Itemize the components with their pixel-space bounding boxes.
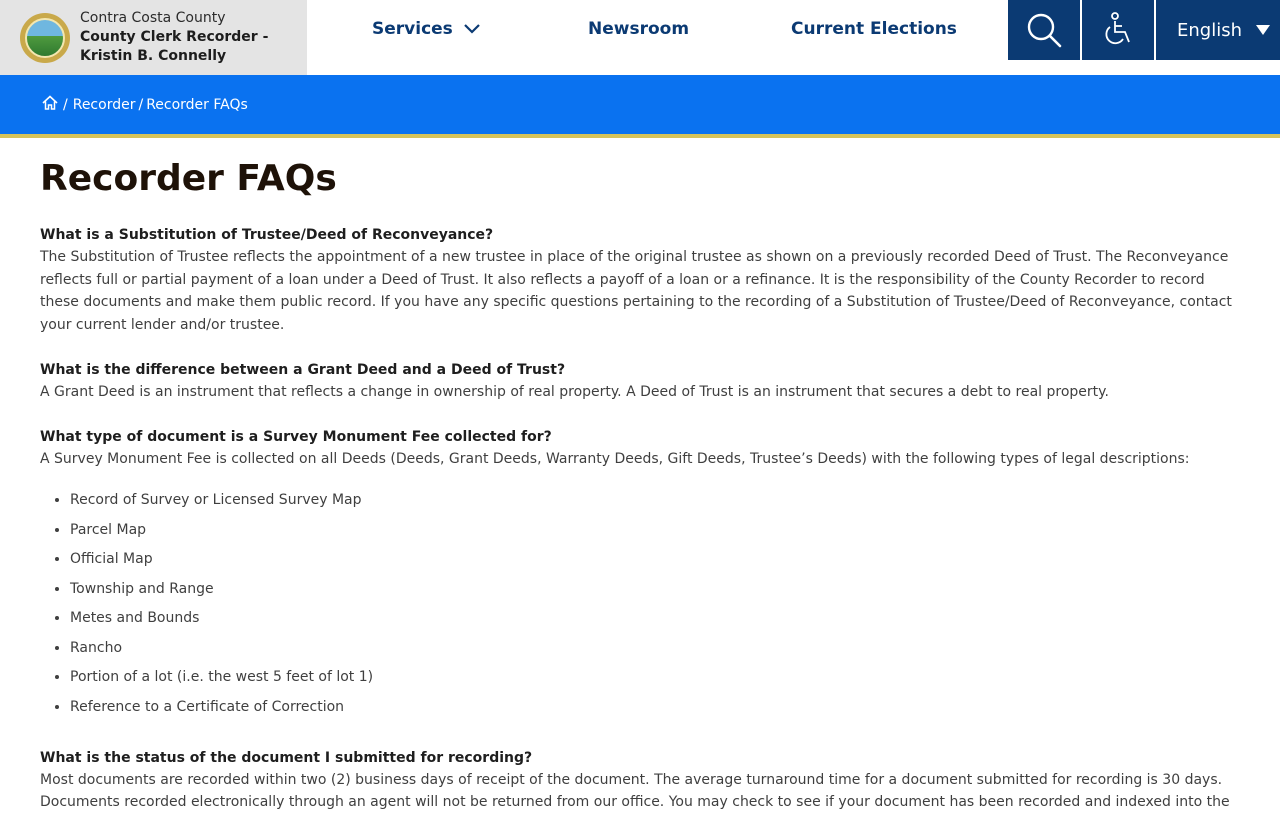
main-content bbox=[40, 138, 1240, 814]
breadcrumb-separator: / bbox=[138, 96, 144, 113]
nav-services-label: Services bbox=[372, 19, 453, 39]
faq-item bbox=[40, 224, 1240, 337]
breadcrumb-separator: / bbox=[63, 96, 68, 113]
survey-monument-list bbox=[40, 490, 1240, 717]
chevron-down-icon bbox=[463, 20, 481, 38]
list-item: • Rancho bbox=[70, 638, 1240, 658]
brand-office-line1: County Clerk Recorder - bbox=[80, 29, 269, 45]
breadcrumb-current[interactable]: Recorder FAQs bbox=[146, 96, 248, 113]
faq-answer: A Grant Deed is an instrument that reflects a change in ownership of real property. A Deed of Trust is an instrument that secures a debt to real property. bbox=[40, 383, 1109, 400]
search-button[interactable] bbox=[1008, 0, 1080, 60]
faq-item bbox=[40, 359, 1240, 404]
accessibility-icon bbox=[1101, 12, 1135, 48]
accessibility-button[interactable] bbox=[1082, 0, 1154, 60]
faq-item bbox=[40, 747, 1240, 814]
home-icon bbox=[42, 95, 58, 110]
utility-buttons bbox=[1006, 0, 1280, 60]
search-icon bbox=[1024, 10, 1064, 50]
breadcrumb bbox=[42, 95, 248, 114]
nav-services[interactable] bbox=[372, 19, 481, 39]
brand-office-line2: Kristin B. Connelly bbox=[80, 48, 227, 64]
page-title: Recorder FAQs bbox=[40, 158, 337, 199]
top-navigation-bar bbox=[0, 0, 1280, 64]
brand-text bbox=[80, 9, 268, 66]
faq-question: What is a Substitution of Trustee/Deed of Reconveyance? bbox=[40, 227, 494, 243]
nav-current-elections[interactable]: Current Elections bbox=[791, 19, 957, 39]
caret-down-icon bbox=[1256, 25, 1270, 35]
list-item: • Township and Range bbox=[70, 579, 1240, 599]
faq-answer: Most documents are recorded within two (2) business days of receipt of the document. The average turnaround time for a document submitted for recording is 30 days. Documents recorded electronically through an agent will not be returned from our office. You may check to see if your document has been recorded and indexed into the bbox=[40, 771, 1230, 811]
breadcrumb-recorder[interactable]: Recorder bbox=[72, 96, 136, 113]
faq-item bbox=[40, 426, 1240, 717]
list-item: • Official Map bbox=[70, 549, 1240, 569]
faq-answer: The Substitution of Trustee reflects the appointment of a new trustee in place of the original trustee as shown on a previously recorded Deed of Trust. The Reconveyance reflects full or partial payment of a loan under a Deed of Trust. It also reflects a payoff of a loan or a refinance. It is the responsibility of the County Recorder to record these documents and make them public record. If you have any specific questions pertaining to the recording of a Substitution of Trustee/Deed of Reconveyance, contact your current lender and/or trustee. bbox=[40, 249, 1232, 334]
list-item: • Portion of a lot (i.e. the west 5 feet of lot 1) bbox=[70, 667, 1240, 687]
faq-question: What is the status of the document I submitted for recording? bbox=[40, 749, 533, 766]
faq-question: What is the difference between a Grant Deed and a Deed of Trust? bbox=[40, 361, 566, 378]
list-item: • Metes and Bounds bbox=[70, 608, 1240, 628]
county-seal-icon bbox=[20, 13, 70, 63]
faq-question: What type of document is a Survey Monument Fee collected for? bbox=[40, 428, 552, 445]
county-seal-image bbox=[25, 18, 65, 58]
site-brand[interactable] bbox=[0, 0, 307, 75]
faq-answer: A Survey Monument Fee is collected on all Deeds (Deeds, Grant Deeds, Warranty Deeds, Gift Deeds, Trustee’s Deeds) with the following types of legal descriptions: bbox=[40, 450, 1190, 467]
breadcrumb-home[interactable] bbox=[42, 95, 58, 114]
breadcrumb-bar bbox=[0, 75, 1280, 138]
list-item: • Record of Survey or Licensed Survey Map bbox=[70, 490, 1240, 510]
language-label: English bbox=[1177, 19, 1242, 41]
list-item: • Reference to a Certificate of Correction bbox=[70, 697, 1240, 717]
language-selector[interactable] bbox=[1156, 0, 1280, 60]
brand-county: Contra Costa County bbox=[80, 10, 226, 26]
nav-newsroom[interactable]: Newsroom bbox=[588, 19, 690, 39]
list-item: • Parcel Map bbox=[70, 520, 1240, 540]
